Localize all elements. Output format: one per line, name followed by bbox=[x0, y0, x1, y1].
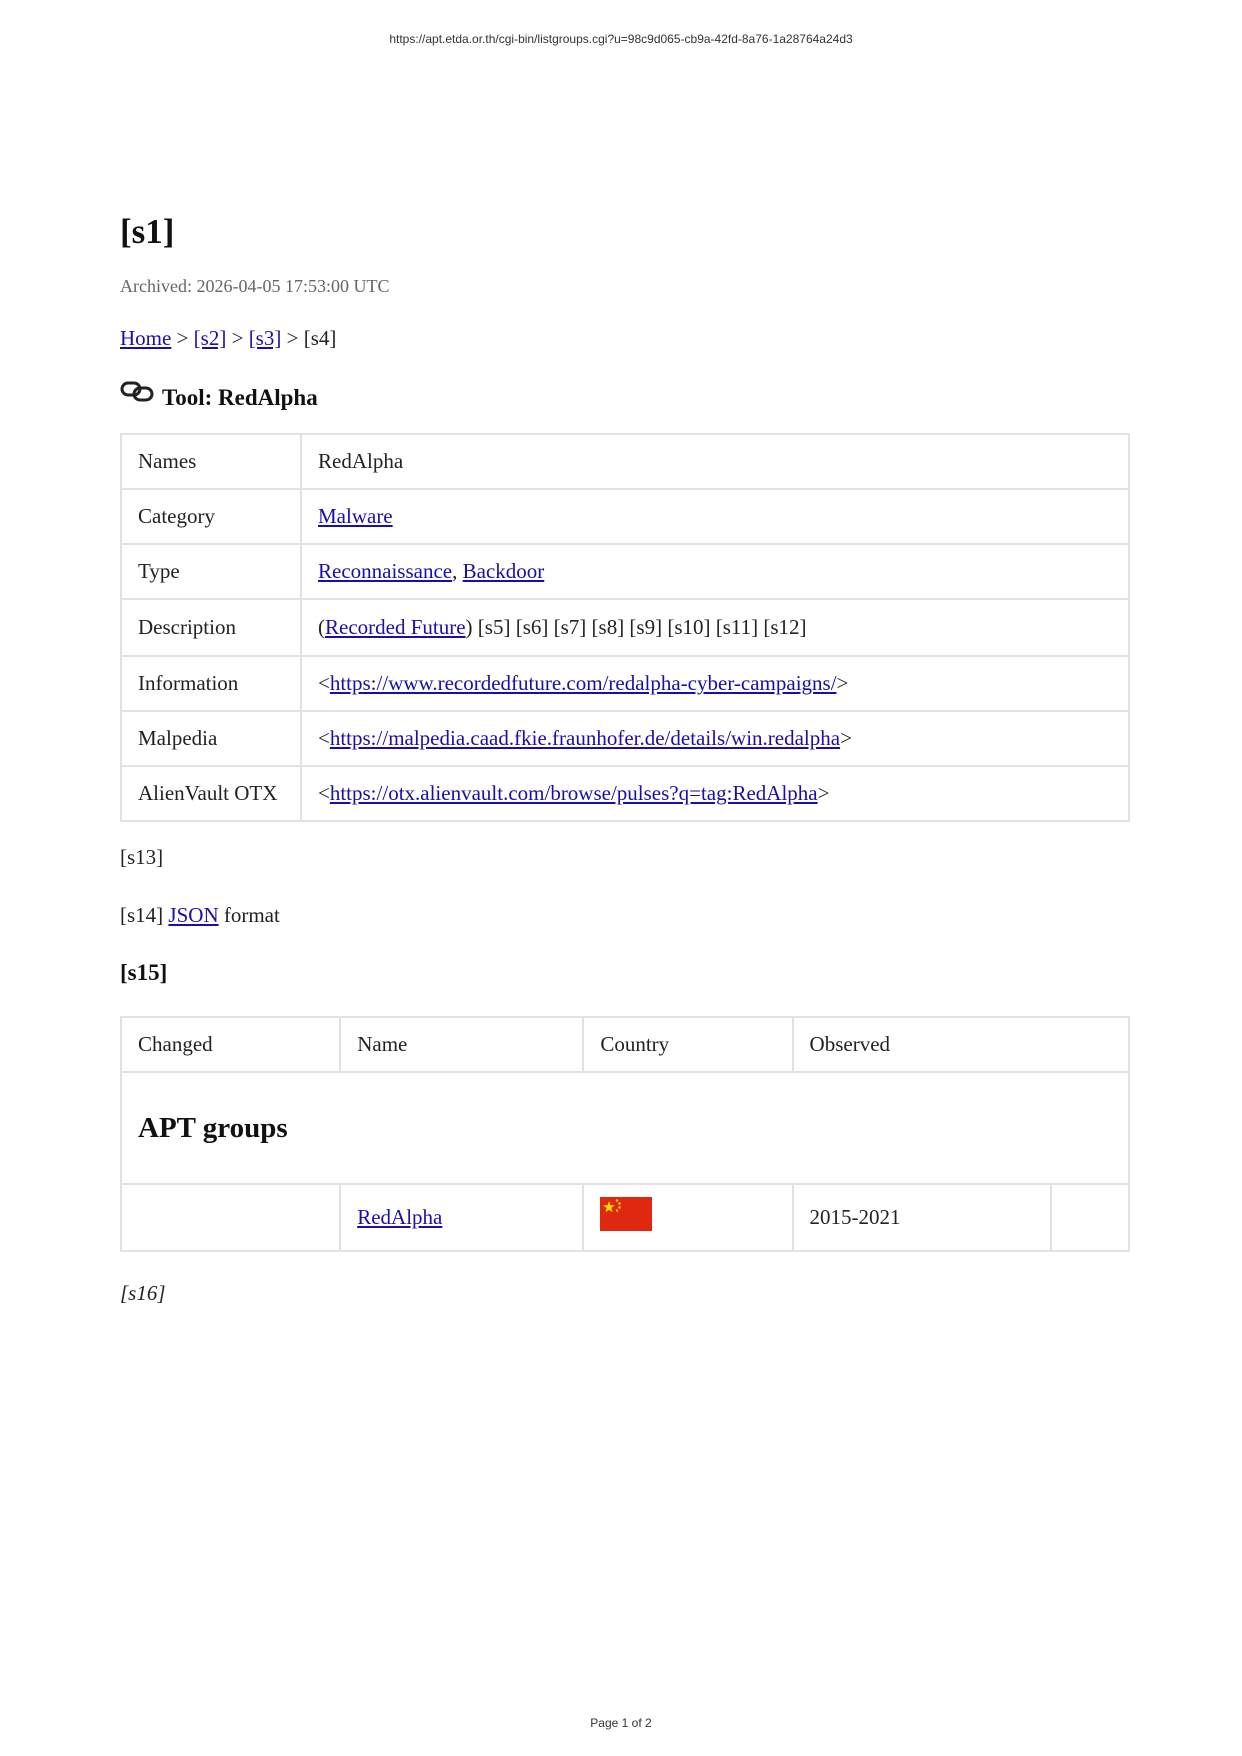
china-flag-icon bbox=[600, 1197, 652, 1231]
breadcrumb-separator: > bbox=[171, 326, 194, 350]
group-changed-cell bbox=[121, 1184, 340, 1251]
alienvault-link[interactable]: https://otx.alienvault.com/browse/pulses?q=tag:RedAlpha bbox=[329, 781, 818, 806]
breadcrumb-home-link[interactable]: Home bbox=[120, 326, 172, 350]
link-icon bbox=[120, 380, 154, 402]
information-cell: <https://www.recordedfuture.com/redalpha-cyber-campaigns/> bbox=[301, 656, 1129, 711]
type-cell bbox=[301, 544, 1129, 599]
breadcrumb bbox=[120, 323, 1130, 353]
table-row bbox=[121, 1184, 1129, 1251]
table-row bbox=[121, 544, 1129, 599]
group-name-cell bbox=[340, 1184, 583, 1251]
row-label: Description bbox=[121, 599, 301, 656]
group-name-link[interactable]: RedAlpha bbox=[357, 1205, 443, 1230]
information-link[interactable]: https://www.recordedfuture.com/redalpha-cyber-campaigns/ bbox=[329, 671, 837, 696]
column-header-country[interactable]: Country bbox=[583, 1017, 792, 1072]
malpedia-link[interactable]: https://malpedia.caad.fkie.fraunhofer.de/details/win.redalpha bbox=[329, 726, 841, 751]
archived-timestamp: Archived: 2026-04-05 17:53:00 UTC bbox=[120, 276, 390, 296]
download-json-link[interactable]: JSON bbox=[168, 903, 219, 928]
table-header-row bbox=[121, 1017, 1129, 1072]
tool-names-value: RedAlpha bbox=[301, 434, 1129, 489]
row-label: Type bbox=[121, 544, 301, 599]
tool-heading-text: Tool: RedAlpha bbox=[162, 385, 318, 410]
breadcrumb-separator: > bbox=[226, 326, 249, 350]
table-row bbox=[121, 656, 1129, 711]
description-source-link[interactable]: Recorded Future bbox=[325, 615, 466, 639]
main-content bbox=[120, 210, 1130, 1329]
row-label: Category bbox=[121, 489, 301, 544]
breadcrumb-groups-link[interactable]: [s2] bbox=[193, 326, 227, 350]
alienvault-cell: <https://otx.alienvault.com/browse/pulses?q=tag:RedAlpha> bbox=[301, 766, 1129, 821]
description-cell: (Recorded Future) [s5] [s6] [s7] [s8] [s9] [s10] [s11] [s12] bbox=[301, 599, 1129, 656]
type-separator: , bbox=[452, 559, 463, 583]
table-row bbox=[121, 434, 1129, 489]
type-backdoor-link[interactable]: Backdoor bbox=[462, 559, 545, 583]
table-row bbox=[121, 489, 1129, 544]
groups-table bbox=[120, 1016, 1130, 1252]
description-text: [s5] [s6] [s7] [s8] [s9] [s10] [s11] [s12] bbox=[477, 615, 807, 639]
download-suffix: format bbox=[218, 903, 280, 928]
table-row bbox=[121, 711, 1129, 766]
page-footer: Page 1 of 2 bbox=[590, 1716, 652, 1730]
page-title: [s1] bbox=[120, 212, 175, 251]
category-malware-link[interactable]: Malware bbox=[318, 504, 393, 528]
download-prefix: [s14] bbox=[120, 903, 169, 928]
section-apt-groups: APT groups bbox=[121, 1072, 1129, 1184]
table-row bbox=[121, 766, 1129, 821]
row-label: AlienVault OTX bbox=[121, 766, 301, 821]
group-extra-cell bbox=[1051, 1184, 1129, 1251]
breadcrumb-current: [s4] bbox=[303, 326, 337, 350]
download-line bbox=[120, 900, 1130, 930]
category-cell bbox=[301, 489, 1129, 544]
tool-heading bbox=[120, 383, 1130, 413]
group-observed-cell: 2015-2021 bbox=[793, 1184, 1052, 1251]
group-country-cell bbox=[583, 1184, 792, 1251]
groups-summary: [s16] bbox=[120, 1281, 166, 1306]
type-reconnaissance-link[interactable]: Reconnaissance bbox=[318, 559, 453, 583]
table-row bbox=[121, 599, 1129, 656]
column-header-name[interactable]: Name bbox=[340, 1017, 583, 1072]
row-label: Malpedia bbox=[121, 711, 301, 766]
section-row bbox=[121, 1072, 1129, 1184]
page-url: https://apt.etda.or.th/cgi-bin/listgroups.cgi?u=98c9d065-cb9a-42fd-8a76-1a28764a24d3 bbox=[389, 32, 853, 46]
column-header-observed[interactable]: Observed bbox=[793, 1017, 1129, 1072]
last-change-text: [s13] bbox=[120, 845, 164, 870]
tool-info-table bbox=[120, 433, 1130, 822]
row-label: Information bbox=[121, 656, 301, 711]
breadcrumb-separator: > bbox=[281, 326, 304, 350]
malpedia-cell: <https://malpedia.caad.fkie.fraunhofer.de/details/win.redalpha> bbox=[301, 711, 1129, 766]
column-header-changed[interactable]: Changed bbox=[121, 1017, 340, 1072]
groups-heading: [s15] bbox=[120, 960, 168, 986]
breadcrumb-tools-link[interactable]: [s3] bbox=[248, 326, 282, 350]
row-label: Names bbox=[121, 434, 301, 489]
